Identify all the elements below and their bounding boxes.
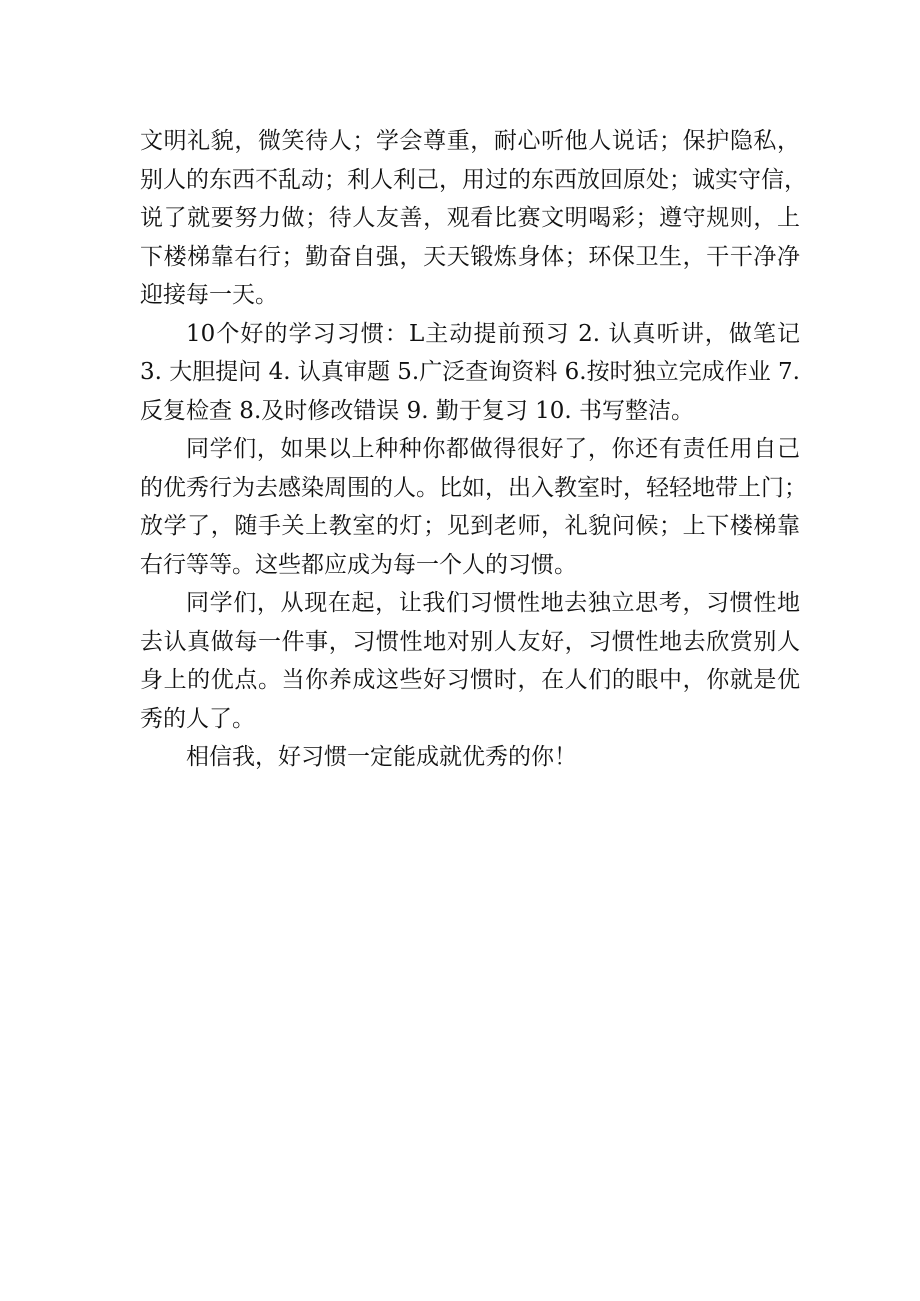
paragraph-study-habits [140, 315, 800, 431]
text-line: 相信我，好习惯一定能成就优秀的你！ [186, 744, 577, 770]
text-line: 文明礼貌，微笑待人；学会尊重，耐心听他人说话；保护隐私， [140, 128, 800, 154]
paragraph-from-now-on [140, 584, 800, 738]
paragraph-set-example [140, 430, 807, 584]
text-line: 3. 大胆提问 4. 认真审题 5.广泛查询资料 6.按时独立完成作业 7. [140, 359, 800, 385]
text-line: 的优秀行为去感染周围的人。比如，出入教室时，轻轻地带上门； [140, 474, 807, 501]
text-line: 同学们，从现在起，让我们习惯性地去独立思考，习惯性地 [186, 590, 800, 616]
text-line: 去认真做每一件事，习惯性地对别人友好，习惯性地去欣赏别人 [140, 628, 800, 655]
text-line: 说了就要努力做；待人友善，观看比赛文明喝彩；遵守规则，上 [140, 205, 800, 231]
text-line: 同学们，如果以上种种你都做得很好了，你还有责任用自己 [186, 436, 800, 462]
text-line: 身上的优点。当你养成这些好习惯时，在人们的眼中，你就是优 [140, 667, 800, 693]
text-line: 下楼梯靠右行；勤奋自强，天天锻炼身体；环保卫生，干干净净 [140, 243, 800, 270]
text-line: 右行等等。这些都应成为每一个人的习惯。 [140, 551, 577, 578]
paragraph-etiquette [140, 122, 807, 315]
text-line: 放学了，随手关上教室的灯；见到老师，礼貌问候；上下楼梯靠 [140, 513, 800, 539]
text-line: 秀的人了。 [140, 705, 255, 732]
paragraph-closing [140, 738, 800, 777]
text-line: 反复检查 8.及时修改错误 9. 勤于复习 10. 书写整洁。 [140, 397, 695, 424]
document-body [140, 122, 807, 777]
text-line: 10个好的学习习惯：L主动提前预习 2. 认真听讲，做笔记 [186, 320, 800, 347]
text-line: 别人的东西不乱动；利人利己，用过的东西放回原处；诚实守信， [140, 166, 807, 193]
text-line: 迎接每一天。 [140, 282, 278, 308]
